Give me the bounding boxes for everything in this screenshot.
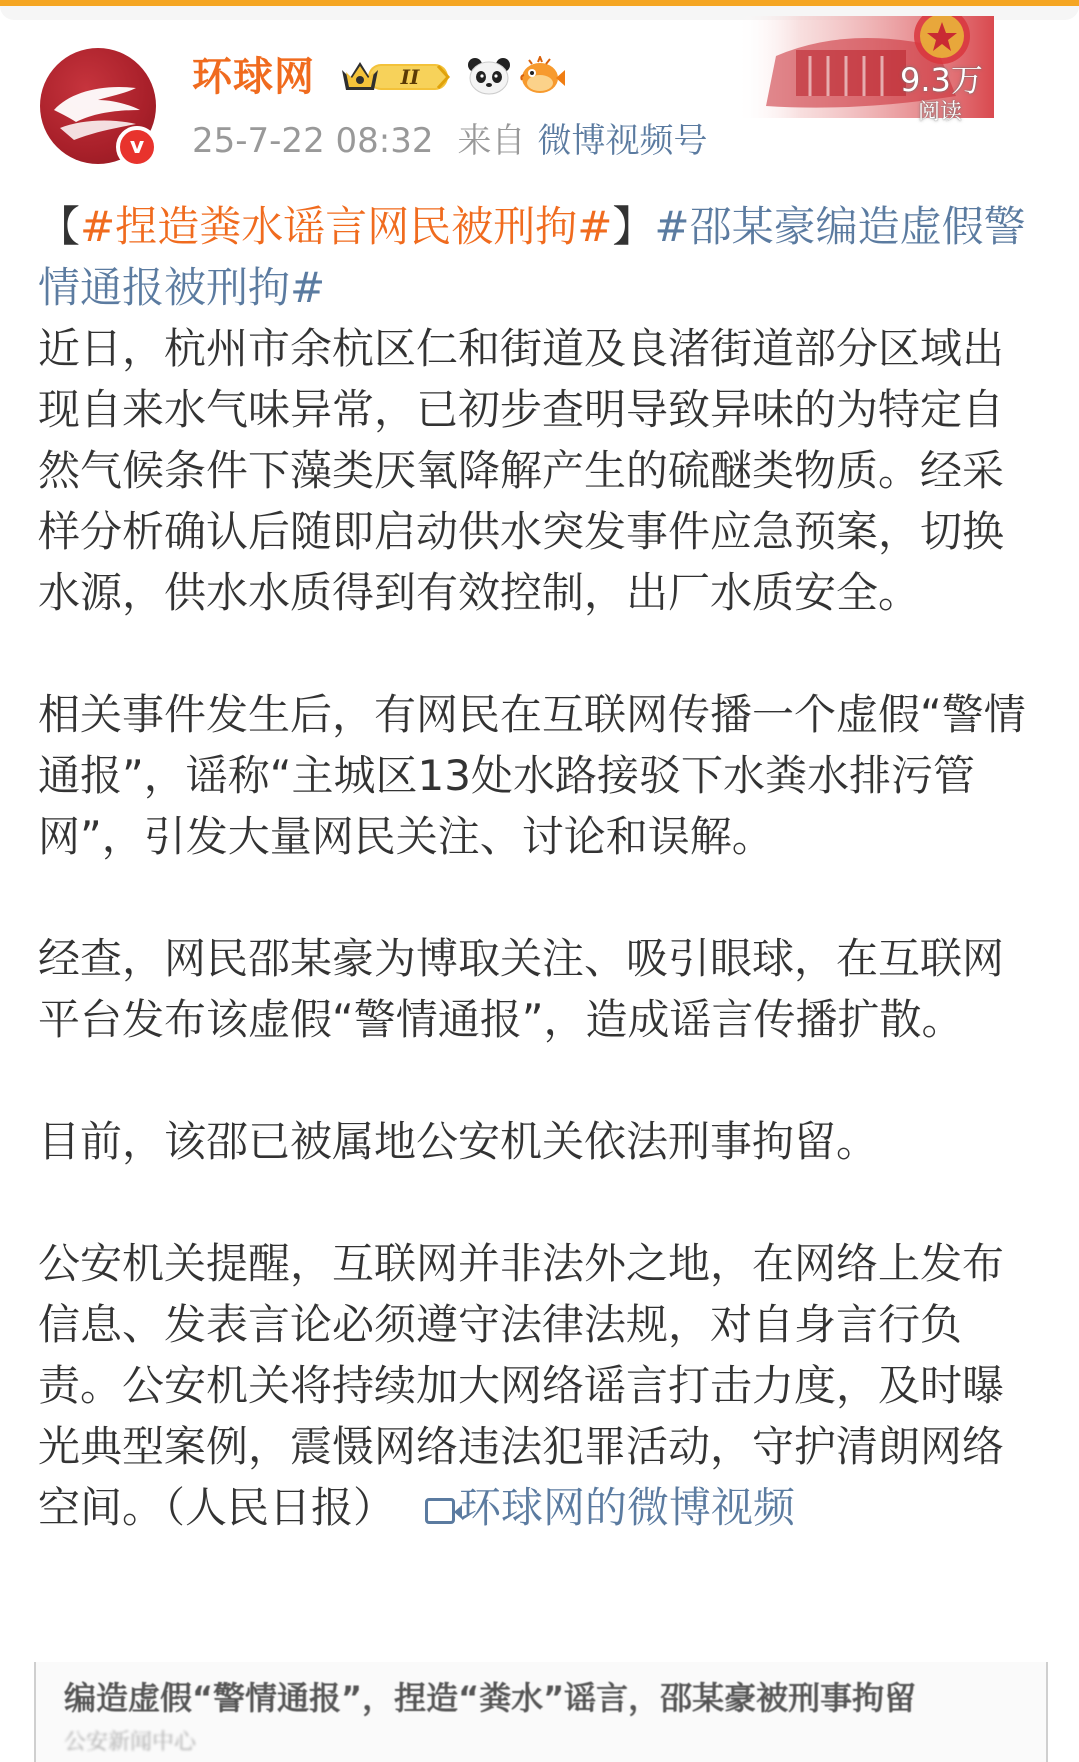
- verified-v-icon: v: [129, 134, 145, 159]
- hashtag-rumor-detained[interactable]: #捏造粪水谣言网民被刑拘#: [80, 202, 613, 251]
- paragraph-1: 近日，杭州市余杭区仁和街道及良渚街道部分区域出现自来水气味异常，已初步查明导致异味的为特定自然气候条件下藻类厌氧降解产生的硫醚类物质。经采样分析确认后随即启动供水突发事件应急预案，切换水源，供水水质得到有效控制，出厂水质安全。: [38, 324, 1005, 617]
- post-source-link[interactable]: 微博视频号: [537, 121, 708, 161]
- post-meta: [192, 118, 708, 164]
- video-camera-icon: [425, 1498, 455, 1524]
- vip-level-text: II: [400, 65, 420, 89]
- username[interactable]: 环球网: [192, 54, 315, 100]
- weibo-video-link[interactable]: [425, 1483, 795, 1532]
- paragraph-3: 经查，网民邵某豪为博取关注、吸引眼球，在互联网平台发布该虚假“警情通报”，造成谣言传播扩散。: [38, 934, 1005, 1044]
- post-title: [38, 196, 1028, 318]
- title-open-bracket: 【: [38, 202, 81, 251]
- title-close-bracket: 】: [612, 202, 655, 251]
- hashtag-shao-detained[interactable]: #邵某豪编造虚假警情通报被刑拘#: [38, 202, 1026, 312]
- paragraph-4: 目前，该邵已被属地公安机关依法刑事拘留。: [38, 1117, 879, 1166]
- video-card-title: 编造虚假“警情通报”，捏造“粪水”谣言，邵某豪被刑事拘留: [64, 1679, 917, 1717]
- video-card-subtitle: 公安新闻中心: [64, 1730, 197, 1755]
- post-timestamp: 25-7-22 08:32: [192, 121, 434, 161]
- panda-emoji-icon: [466, 56, 512, 96]
- crown-vip-badge-icon[interactable]: [340, 56, 456, 96]
- video-preview-card[interactable]: [34, 1662, 1048, 1762]
- paragraph-2: 相关事件发生后，有网民在互联网传播一个虚假“警情通报”，谣称“主城区13处水路接驳下水粪水排污管网”，引发大量网民关注、讨论和误解。: [38, 690, 1026, 861]
- read-count-label: 阅读: [918, 100, 963, 125]
- weibo-video-link-label: 环球网的微博视频: [459, 1483, 796, 1532]
- from-label: 来自: [457, 121, 526, 161]
- verified-badge: [116, 126, 158, 168]
- paragraph-5-text: 公安机关提醒，互联网并非法外之地，在网络上发布信息、发表言论必须遵守法律法规，对自身言行负责。公安机关将持续加大网络谣言打击力度，及时曝光典型案例，震慑网络违法犯罪活动，守护清朗网络空间。（人民日报）: [38, 1239, 1005, 1532]
- post-body: [38, 196, 1028, 1538]
- read-count: 9.3万: [900, 61, 983, 99]
- paragraph-5: [38, 1233, 1028, 1538]
- pufferfish-emoji-icon: [518, 56, 566, 96]
